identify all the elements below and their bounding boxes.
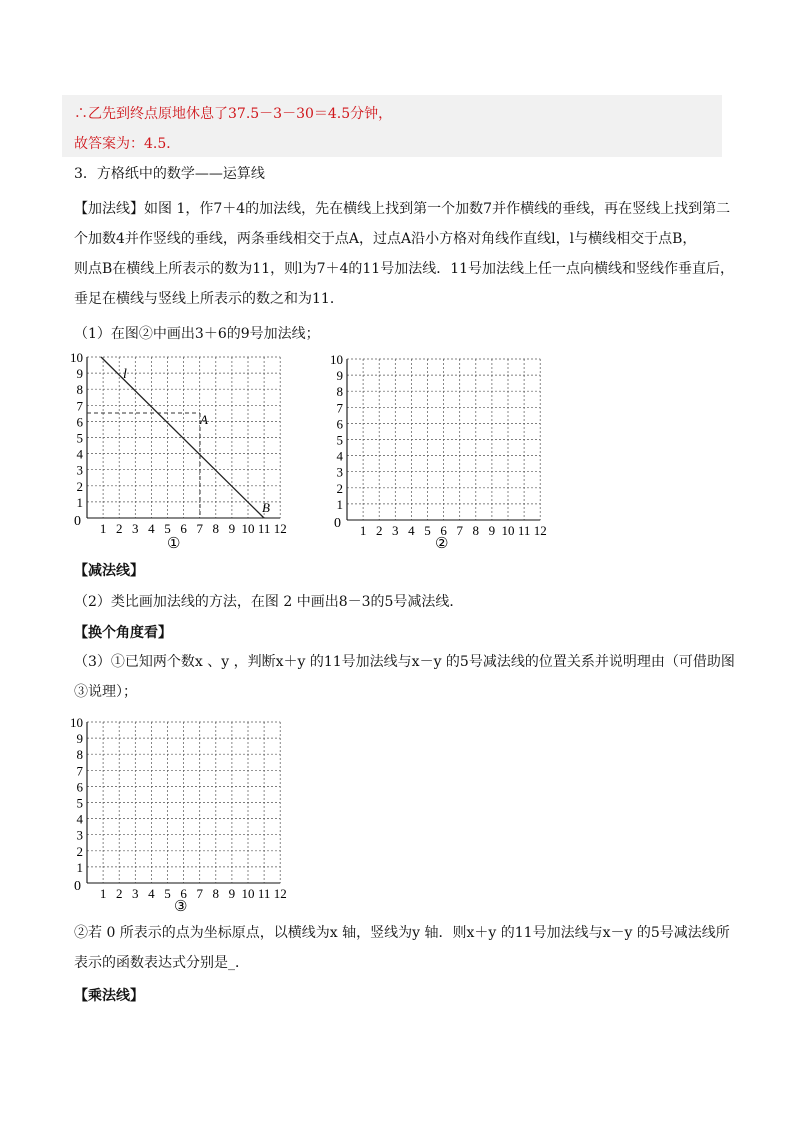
point-a-label: A: [200, 412, 208, 427]
x-tick-label: 10: [241, 521, 255, 536]
problem-title: 3．方格纸中的数学——运算线: [74, 166, 265, 182]
y-tick-label: 10: [70, 715, 83, 730]
x-tick-label: 4: [148, 521, 155, 536]
y-tick-label: 6: [336, 416, 343, 432]
point-b-label: B: [262, 500, 270, 515]
y-tick-label: 7: [336, 400, 343, 416]
x-tick-label: 9: [228, 886, 236, 901]
multiplication-heading: 【乘法线】: [74, 988, 144, 1004]
x-tick-label: 10: [501, 523, 515, 538]
figure-3: [60, 713, 300, 923]
y-tick-label: 10: [330, 352, 343, 367]
y-tick-label: 8: [76, 382, 83, 398]
addition-intro: [74, 194, 735, 314]
y-tick-label: 8: [76, 747, 83, 763]
x-tick-label: 1: [99, 886, 107, 901]
x-tick-label: 7: [196, 886, 203, 901]
y-tick-label: 9: [76, 731, 83, 747]
y-tick-label: 1: [336, 496, 343, 512]
x-tick-label: 3: [132, 886, 139, 901]
q3b-line-2: 表示的函数表达式分别是_．: [74, 955, 249, 971]
y-tick-label: 5: [76, 795, 83, 811]
y-tick-label: 2: [76, 843, 83, 859]
x-tick-label: 12: [533, 523, 547, 538]
y-tick-label: 6: [76, 414, 83, 430]
figure-1-caption: ①: [167, 536, 181, 552]
intro-line-1: 【加法线】如图 1，作7＋4的加法线，先在横线上找到第一个加数7并作横线的垂线，再在竖线上找到第二: [74, 201, 731, 217]
x-tick-label: 3: [392, 523, 399, 538]
origin-label: 0: [334, 516, 341, 531]
x-tick-label: 12: [273, 521, 287, 536]
x-tick-label: 11: [517, 523, 531, 538]
intro-line-3: 则点B在横线上所表示的数为11，则l为7＋4的11号加法线．11号加法线上任一点向横线和竖线作垂直后，: [74, 261, 735, 277]
x-tick-label: 8: [212, 521, 220, 536]
x-tick-label: 5: [424, 523, 431, 538]
answer-line-2: 故答案为：4.5．: [74, 136, 181, 152]
x-tick-label: 3: [132, 521, 139, 536]
x-tick-label: 11: [257, 886, 271, 901]
figure-3-caption: ③: [174, 899, 188, 915]
y-tick-label: 2: [336, 480, 343, 496]
x-tick-label: 9: [228, 521, 236, 536]
question-3b: [74, 918, 730, 978]
x-tick-label: 4: [408, 523, 415, 538]
origin-label: 0: [74, 879, 81, 894]
y-tick-label: 6: [76, 779, 83, 795]
q3-line-2: ③说理）；: [74, 684, 137, 700]
y-tick-label: 7: [76, 763, 83, 779]
figure-3-grid: [70, 715, 287, 901]
y-tick-label: 1: [76, 859, 83, 875]
x-tick-label: 7: [456, 523, 463, 538]
y-tick-label: 8: [336, 384, 343, 400]
x-tick-label: 10: [241, 886, 255, 901]
angle-heading: 【换个角度看】: [74, 625, 172, 641]
subtraction-heading: 【减法线】: [74, 563, 144, 579]
q3b-line-1: ②若 0 所表示的点为坐标原点，以横线为x 轴，竖线为y 轴．则x＋y 的11号加法线与x－y 的5号减法线所: [74, 925, 730, 941]
x-tick-label: 9: [488, 523, 496, 538]
figure-1: [60, 348, 300, 558]
figure-2-caption: ②: [435, 536, 449, 552]
y-tick-label: 10: [70, 350, 83, 365]
q3-line-1: （3）①已知两个数x 、y ，判断x＋y 的11号加法线与x－y 的5号减法线的位置关系并说明理由（可借助图: [74, 654, 735, 670]
y-tick-label: 5: [76, 430, 83, 446]
y-tick-label: 3: [76, 462, 83, 478]
x-tick-label: 2: [115, 886, 123, 901]
x-tick-label: 5: [164, 886, 171, 901]
x-tick-label: 11: [257, 521, 271, 536]
y-tick-label: 4: [76, 811, 83, 827]
y-tick-label: 9: [76, 366, 83, 382]
line-label-l: l: [123, 367, 127, 382]
x-tick-label: 5: [164, 521, 171, 536]
x-tick-label: 4: [148, 886, 155, 901]
x-tick-label: 2: [115, 521, 123, 536]
x-tick-label: 12: [273, 886, 287, 901]
x-tick-label: 6: [180, 886, 187, 901]
y-tick-label: 5: [336, 432, 343, 448]
y-tick-label: 7: [76, 398, 83, 414]
question-3: [74, 647, 735, 707]
y-tick-label: 3: [76, 827, 83, 843]
figure-2-grid: [330, 352, 547, 538]
question-2: （2）类比画加法线的方法，在图 2 中画出8－3的5号减法线．: [74, 594, 464, 610]
x-tick-label: 8: [472, 523, 480, 538]
y-tick-label: 4: [336, 448, 343, 464]
answer-line-1: ∴乙先到终点原地休息了37.5－3－30＝4.5分钟，: [74, 106, 393, 122]
x-tick-label: 1: [359, 523, 367, 538]
y-tick-label: 9: [336, 368, 343, 384]
intro-line-2: 个加数4并作竖线的垂线，两条垂线相交于点A，过点A沿小方格对角线作直线l，l与横线相交于点B，: [74, 231, 697, 247]
y-tick-label: 4: [76, 446, 83, 462]
intro-line-4: 垂足在横线与竖线上所表示的数之和为11．: [74, 291, 344, 307]
x-tick-label: 1: [99, 521, 107, 536]
x-tick-label: 8: [212, 886, 220, 901]
x-tick-label: 6: [180, 521, 187, 536]
y-tick-label: 3: [336, 464, 343, 480]
origin-label: 0: [74, 514, 81, 529]
x-tick-label: 2: [375, 523, 383, 538]
question-1: （1）在图②中画出3＋6的9号加法线；: [74, 326, 320, 342]
x-tick-label: 6: [440, 523, 447, 538]
figure-2: [320, 350, 560, 560]
y-tick-label: 1: [76, 494, 83, 510]
y-tick-label: 2: [76, 478, 83, 494]
x-tick-label: 7: [196, 521, 203, 536]
